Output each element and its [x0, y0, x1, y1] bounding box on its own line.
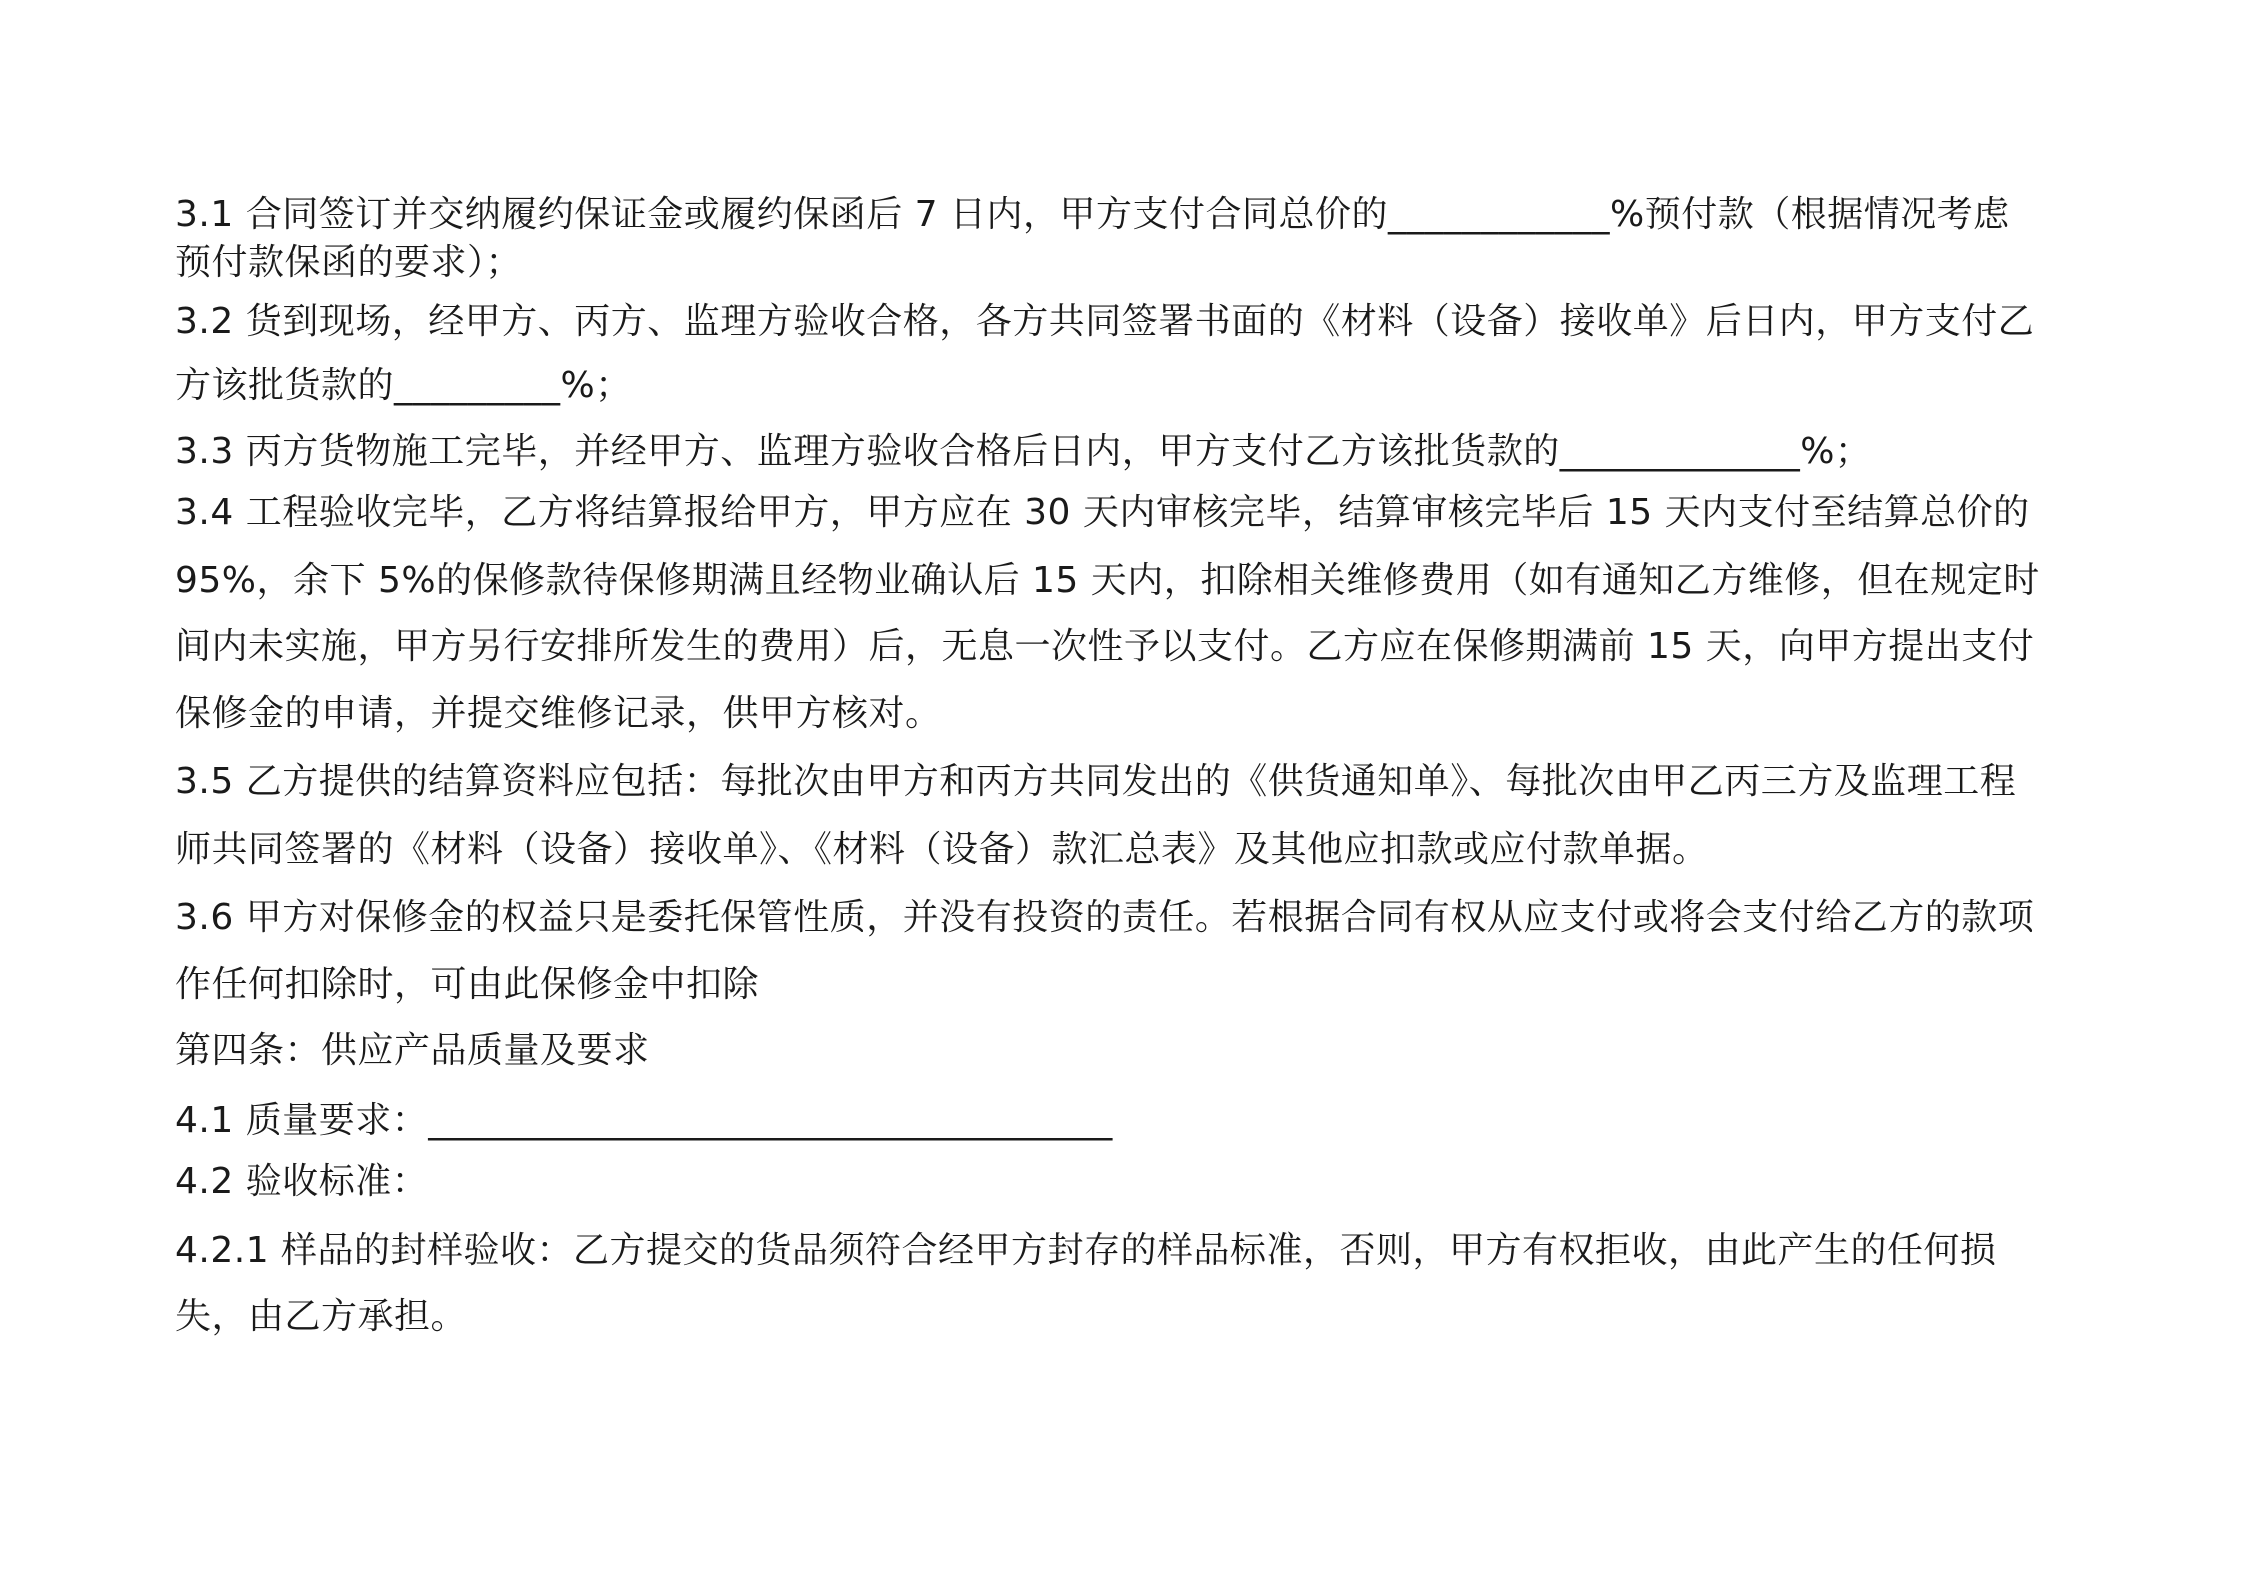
text-line-3-2-a: 3.2 货到现场，经甲方、丙方、监理方验收合格，各方共同签署书面的《材料（设备）接收单》后日内，甲方支付乙 [175, 301, 2035, 342]
text-line-3-2-b: 方该批货款的_________%； [175, 365, 632, 406]
text-line-3-6-b: 作任何扣除时，可由此保修金中扣除 [175, 964, 760, 1005]
text-line-3-6-a: 3.6 甲方对保修金的权益只是委托保管性质，并没有投资的责任。若根据合同有权从应支付或将会支付给乙方的款项 [175, 897, 2035, 938]
text-line-3-4-a: 3.4 工程验收完毕，乙方将结算报给甲方，甲方应在 30 天内审核完毕，结算审核完毕后 15 天内支付至结算总价的 [175, 492, 2030, 533]
text-line-3-1-b: 预付款保函的要求）； [175, 242, 523, 283]
text-line-3-5-b: 师共同签署的《材料（设备）接收单》、《材料（设备）款汇总表》及其他应扣款或应付款单据。 [175, 829, 1709, 870]
text-line-3-4-c: 间内未实施，甲方另行安排所发生的费用）后，无息一次性予以支付。乙方应在保修期满前 15 天，向甲方提出支付 [175, 626, 2035, 667]
text-line-4-2-1-a: 4.2.1 样品的封样验收：乙方提交的货品须符合经甲方封存的样品标准，否则，甲方有权拒收，由此产生的任何损 [175, 1230, 1997, 1271]
section-heading-4: 第四条：供应产品质量及要求 [175, 1030, 650, 1071]
text-line-3-1-a: 3.1 合同签订并交纳履约保证金或履约保函后 7 日内，甲方支付合同总价的____________%预付款（根据情况考虑 [175, 194, 2010, 235]
text-line-3-4-b: 95%，余下 5%的保修款待保修期满且经物业确认后 15 天内，扣除相关维修费用（如有通知乙方维修，但在规定时 [175, 560, 2040, 601]
text-line-3-4-d: 保修金的申请，并提交维修记录，供甲方核对。 [175, 693, 942, 734]
text-line-4-2: 4.2 验收标准： [175, 1161, 429, 1202]
text-line-3-3: 3.3 丙方货物施工完毕，并经甲方、监理方验收合格后日内，甲方支付乙方该批货款的_____________%； [175, 431, 1872, 472]
text-line-4-1: 4.1 质量要求：_____________________________________ [175, 1100, 1113, 1141]
text-line-3-5-a: 3.5 乙方提供的结算资料应包括：每批次由甲方和丙方共同发出的《供货通知单》、每批次由甲乙丙三方及监理工程 [175, 761, 2017, 802]
text-line-4-2-1-b: 失，由乙方承担。 [175, 1296, 468, 1337]
